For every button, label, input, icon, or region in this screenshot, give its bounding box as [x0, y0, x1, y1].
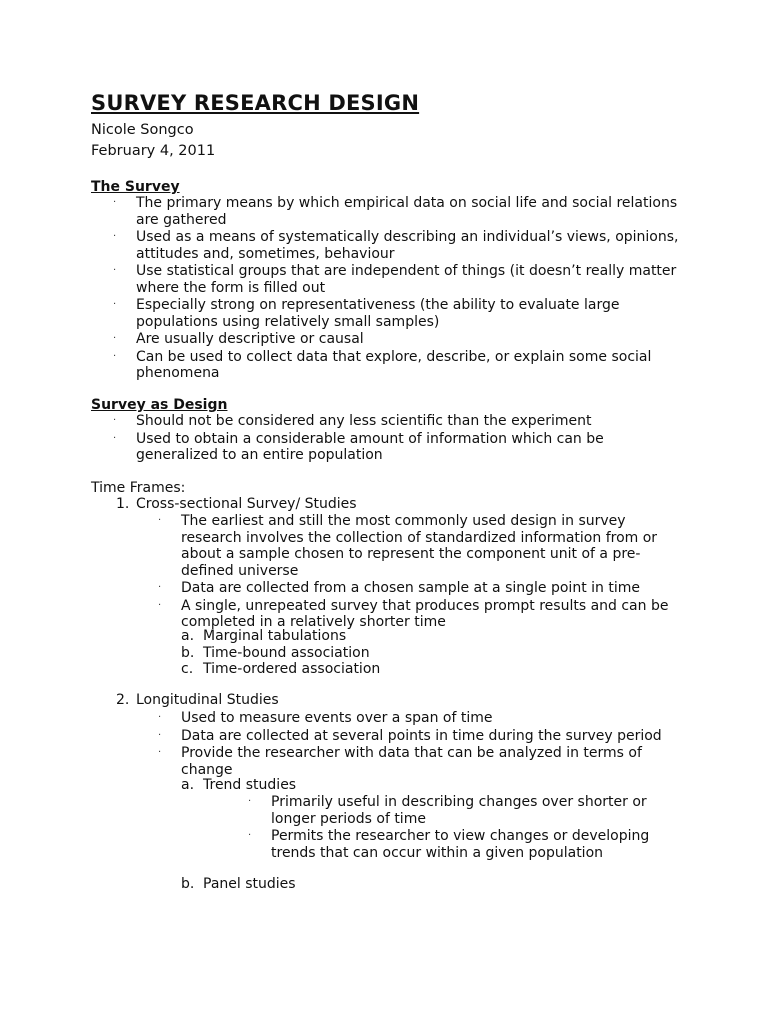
- section-heading-the-survey: The Survey: [91, 179, 180, 195]
- bullet-icon: ·: [158, 747, 162, 758]
- bullet-icon: ·: [158, 582, 162, 593]
- list-item: · Use statistical groups that are independent of things (it doesn’t really matter where the form is filled out: [113, 263, 677, 296]
- bullet-icon: ·: [113, 299, 117, 310]
- trend-studies-bullet-list: [248, 794, 668, 862]
- author-name: Nicole Songco: [91, 122, 194, 138]
- bullet-icon: ·: [248, 830, 252, 841]
- bullet-icon: ·: [113, 333, 117, 344]
- list-item: · Used to measure events over a span of time: [158, 710, 493, 726]
- document-page: SURVEY RESEARCH DESIGN Nicole Songco February 4, 2011 The Survey · The primary means by which empirical data on social life and social relations are gathered · Used as a means of systematically describing an individual’s views, opinions, attitudes and, sometimes, behaviour · Use statistical groups that are independent of things (it doesn’t really matter where the form is filled out · Especially strong on representativeness (the ability to evaluate large populations using relatively small samples) · Are usually descriptive or causal · Can be used to collect data that explore, describe, or explain some social phenomena Survey as Design · Should not be considered any less scientific than the experiment · Used to obtain a considerable amount of information which can be generalized to an entire population Time Frames: 1. Cross-sectional Survey/ Studies · The earliest and still the most commonly used design in survey research involves the collection of standardized information from or about a sample chosen to represent the component unit of a pre-defined universe · Data are collected from a chosen sample at a single point in time · A single, unrepeated survey that produces prompt results and can be completed in a relatively shorter time a. Marginal tabulations b. Time-bound association c. Time-ordered association 2. Longitudinal Studies · Used to measure events over a span of time · Data are collected at several points in time during the survey period · Provide the researcher with data that can be analyzed in terms of change a. Trend studies · Primarily useful in describing changes over shorter or longer periods of time · Permits the researcher to view changes or developing trends that can occur within a given population b. Panel studies: [0, 0, 768, 1024]
- list-item: · The earliest and still the most commonly used design in survey research involves the collection of standardized information from or about a sample chosen to represent the component unit of a pre-defined universe: [158, 513, 658, 579]
- list-item: · Used as a means of systematically describing an individual’s views, opinions, attitudes and, sometimes, behaviour: [113, 229, 679, 262]
- list-item: · Can be used to collect data that explore, describe, or explain some social phenomena: [113, 348, 652, 381]
- bullet-icon: ·: [113, 432, 117, 444]
- list-item: · The primary means by which empirical data on social life and social relations are gathered: [113, 195, 678, 228]
- list-item: · A single, unrepeated survey that produces prompt results and can be completed in a relatively shorter time: [158, 597, 669, 630]
- survey-bullet-list: [113, 195, 683, 383]
- bullet-icon: ·: [158, 712, 162, 723]
- bullet-icon: ·: [158, 515, 162, 526]
- list-item: · Permits the researcher to view changes or developing trends that can occur within a given population: [248, 828, 650, 861]
- bullet-icon: ·: [113, 350, 117, 362]
- cross-sectional-bullet-list: [158, 513, 683, 631]
- list-item: · Primarily useful in describing changes over shorter or longer periods of time: [248, 794, 647, 827]
- list-item: · Used to obtain a considerable amount of information which can be generalized to an entire population: [113, 430, 604, 463]
- list-item: c. Time-ordered association: [181, 661, 381, 677]
- document-date: February 4, 2011: [91, 143, 216, 159]
- bullet-icon: ·: [158, 729, 162, 741]
- list-item: · Are usually descriptive or causal: [113, 331, 364, 347]
- bullet-icon: ·: [158, 599, 162, 611]
- list-item: a. Marginal tabulations: [181, 628, 347, 644]
- bullet-icon: ·: [113, 197, 117, 208]
- bullet-icon: ·: [113, 415, 117, 426]
- bullet-icon: ·: [113, 265, 117, 276]
- longitudinal-bullet-list: [158, 710, 683, 778]
- list-item: b. Time-bound association: [181, 644, 370, 661]
- bullet-icon: ·: [248, 796, 252, 807]
- list-item: · Should not be considered any less scientific than the experiment: [113, 413, 592, 429]
- section-heading-survey-as-design: Survey as Design: [91, 397, 228, 413]
- time-frames-label: Time Frames:: [91, 480, 186, 496]
- cross-sectional-sub-list: [181, 628, 581, 678]
- list-item: · Data are collected from a chosen sample at a single point in time: [158, 580, 640, 596]
- bullet-icon: ·: [113, 231, 117, 242]
- design-bullet-list: [113, 413, 683, 465]
- list-item: · Data are collected at several points in time during the survey period: [158, 727, 662, 744]
- document-title: SURVEY RESEARCH DESIGN: [91, 91, 420, 115]
- list-item: · Especially strong on representativeness (the ability to evaluate large populations using relatively small samples): [113, 297, 620, 330]
- list-item: · Provide the researcher with data that can be analyzed in terms of change: [158, 745, 642, 778]
